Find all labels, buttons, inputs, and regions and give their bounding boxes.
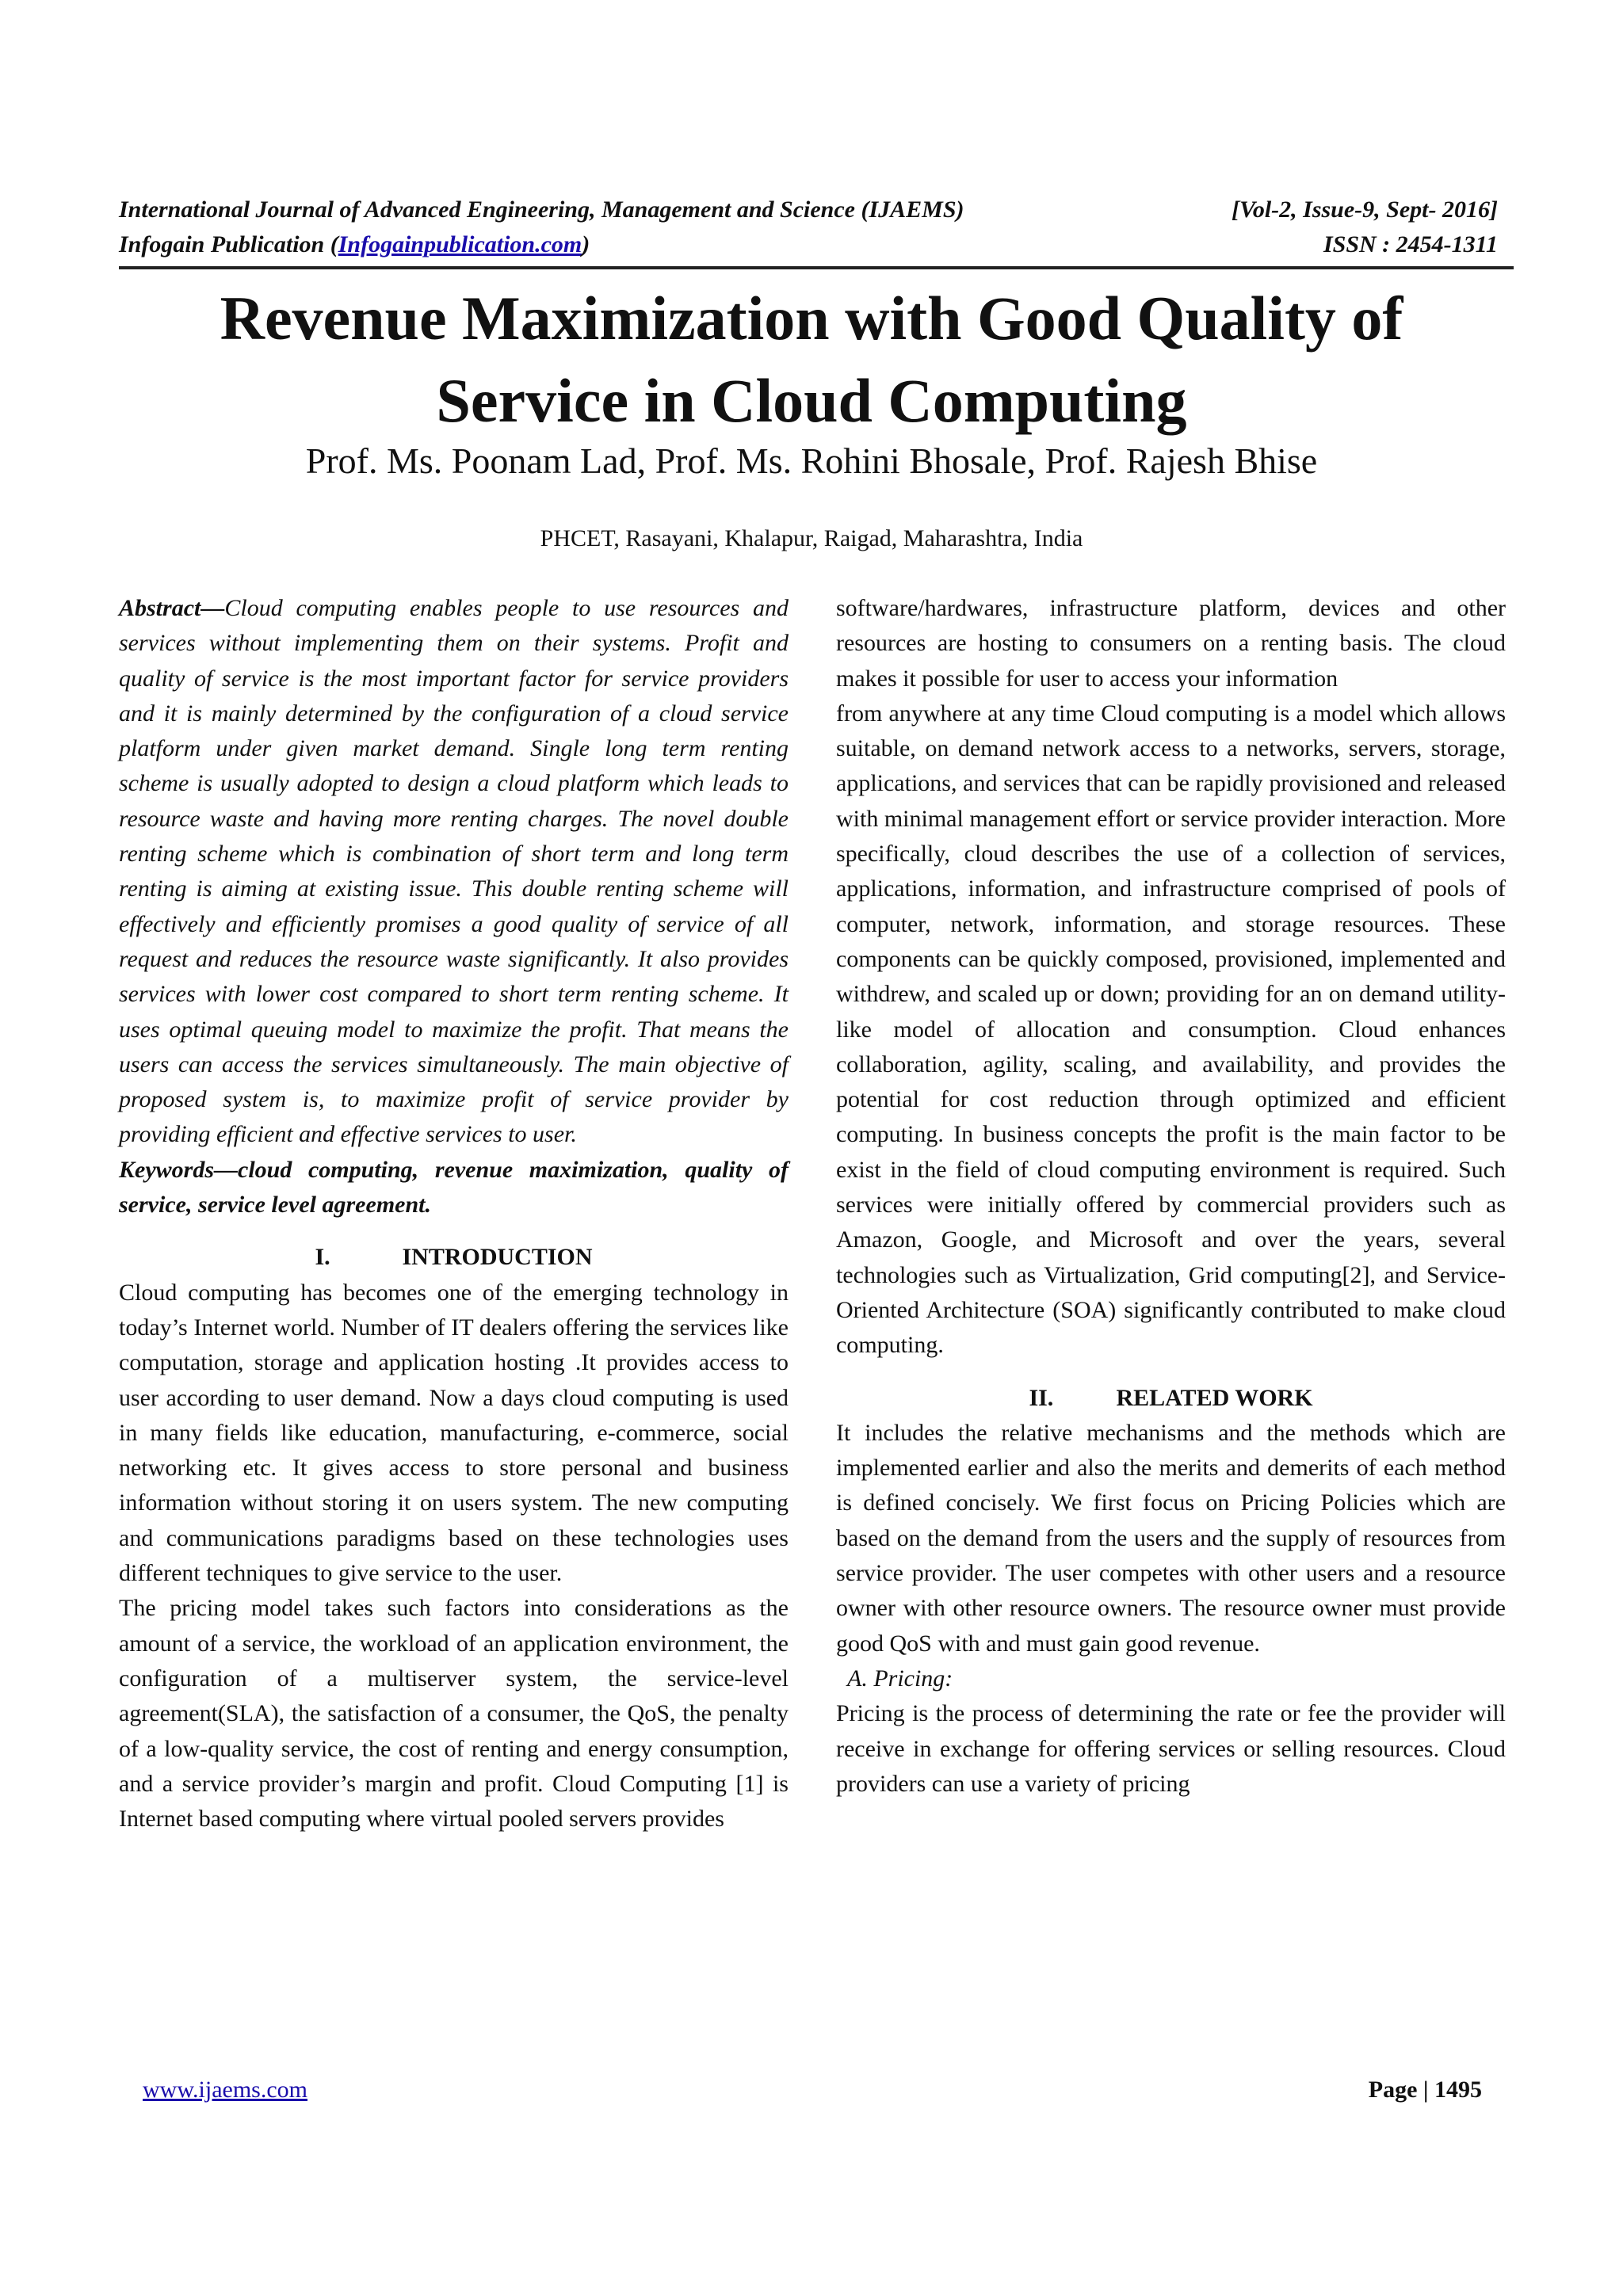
- abstract-text: Cloud computing enables people to use resources and services without implementing them on their systems. Profit and quality of service is the most important factor for service providers and it is mainly determined by the configuration of a cloud service platform under given market demand. Single long term renting scheme is usually adopted to design a cloud platform which leads to resource waste and having more renting charges. The novel double renting scheme which is combination of short term and long term renting is aiming at existing issue. This double renting scheme will effectively and efficiently promises a good quality of service of all request and reduces the resource waste significantly. It also provides services with lower cost compared to short term renting scheme. It uses optimal queuing model to maximize the profit. That means the users can access the services simultaneously. The main objective of proposed system is, to maximize profit of service provider by providing efficient and effective services to user.: [119, 595, 789, 1148]
- title-line-2: Service in Cloud Computing: [436, 366, 1187, 435]
- volume-info: [Vol-2, Issue-9, Sept- 2016]: [1232, 196, 1498, 223]
- section-title: RELATED WORK: [1116, 1384, 1313, 1411]
- section-number: II.: [1029, 1384, 1054, 1411]
- affiliation: PHCET, Rasayani, Khalapur, Raigad, Maharashtra, India: [540, 525, 1083, 551]
- abstract: [119, 591, 789, 1153]
- journal-header-line-1: [119, 193, 1498, 227]
- section-title: INTRODUCTION: [402, 1244, 593, 1271]
- publisher-link[interactable]: Infogainpublication.com: [338, 231, 582, 257]
- right-column: [836, 591, 1506, 1802]
- keywords: Keywords—cloud computing, revenue maximization, quality of service, service level agreement.: [119, 1156, 789, 1219]
- subsection-heading-pricing: A. Pricing:: [847, 1665, 953, 1691]
- page-number: Page | 1495: [1368, 2077, 1482, 2103]
- title-line-1: Revenue Maximization with Good Quality of: [220, 284, 1403, 353]
- page-footer: [143, 2074, 1482, 2106]
- publisher-prefix: Infogain Publication (: [119, 231, 338, 257]
- publisher-suffix: ): [582, 231, 590, 257]
- abstract-label: Abstract—: [119, 595, 225, 621]
- intro-paragraph-3a: software/hardwares, infrastructure platform, devices and other resources are hosting to consumers on a renting basis. The cloud makes it possible for user to access your information: [836, 595, 1506, 692]
- section-heading-related-work: [836, 1381, 1506, 1416]
- section-number: I.: [315, 1244, 330, 1271]
- publisher: [119, 227, 590, 262]
- author-list: Prof. Ms. Poonam Lad, Prof. Ms. Rohini Bhosale, Prof. Rajesh Bhise: [305, 441, 1318, 481]
- journal-header-line-2: [119, 227, 1498, 262]
- section-heading-introduction: [119, 1240, 789, 1275]
- journal-name: International Journal of Advanced Engineering, Management and Science (IJAEMS): [119, 196, 964, 223]
- issn: ISSN : 2454-1311: [1323, 231, 1498, 257]
- related-paragraph-2: Pricing is the process of determining the rate or fee the provider will receive in exchange for offering services or selling resources. Cloud providers can use a variety of pricing: [836, 1700, 1506, 1797]
- intro-paragraph-1: Cloud computing has becomes one of the emerging technology in today’s Internet world. Number of IT dealers offering the services like computation, storage and application hosting .It provides access to user according to user demand. Now a days cloud computing is used in many fields like education, manufacturing, e-commerce, social networking etc. It gives access to store personal and business information without storing it on users system. The new computing and communications paradigms based on these technologies uses different techniques to give service to the user.: [119, 1279, 789, 1587]
- website-link[interactable]: www.ijaems.com: [143, 2077, 308, 2103]
- paper-title: [0, 277, 1623, 442]
- intro-paragraph-2: The pricing model takes such factors into considerations as the amount of a service, the workload of an application environment, the configuration of a multiserver system, the service-level agreement(SLA), the satisfaction of a consumer, the QoS, the penalty of a low-quality service, the cost of renting and energy consumption, and a service provider’s margin and profit. Cloud Computing [1] is Internet based computing where virtual pooled servers provides: [119, 1595, 789, 1833]
- intro-paragraph-3b: from anywhere at any time Cloud computing is a model which allows suitable, on demand network access to a networks, servers, storage, applications, and services that can be rapidly provisioned and released with minimal management effort or service provider interaction. More specifically, cloud describes the use of a collection of services, applications, information, and infrastructure comprised of pools of computer, network, information, and storage resources. These components can be quickly composed, provisioned, implemented and withdrew, and scaled up or down; providing for an on demand utility-like model of allocation and consumption. Cloud enhances collaboration, agility, scaling, and availability, and provides the potential for cost reduction through optimized and efficient computing. In business concepts the profit is the main factor to be exist in the field of cloud computing environment is required. Such services were initially offered by commercial providers such as Amazon, Google, and Microsoft and over the years, several technologies such as Virtualization, Grid computing[2], and Service-Oriented Architecture (SOA) significantly contributed to make cloud computing.: [836, 700, 1506, 1359]
- left-column: [119, 591, 789, 1836]
- header-divider: [119, 266, 1514, 269]
- related-paragraph-1: It includes the relative mechanisms and the methods which are implemented earlier and also the merits and demerits of each method is defined concisely. We first focus on Pricing Policies which are based on the demand from the users and the supply of resources from service provider. The user competes with other users and a resource owner with other resource owners. The resource owner must provide good QoS with and must gain good revenue.: [836, 1419, 1506, 1657]
